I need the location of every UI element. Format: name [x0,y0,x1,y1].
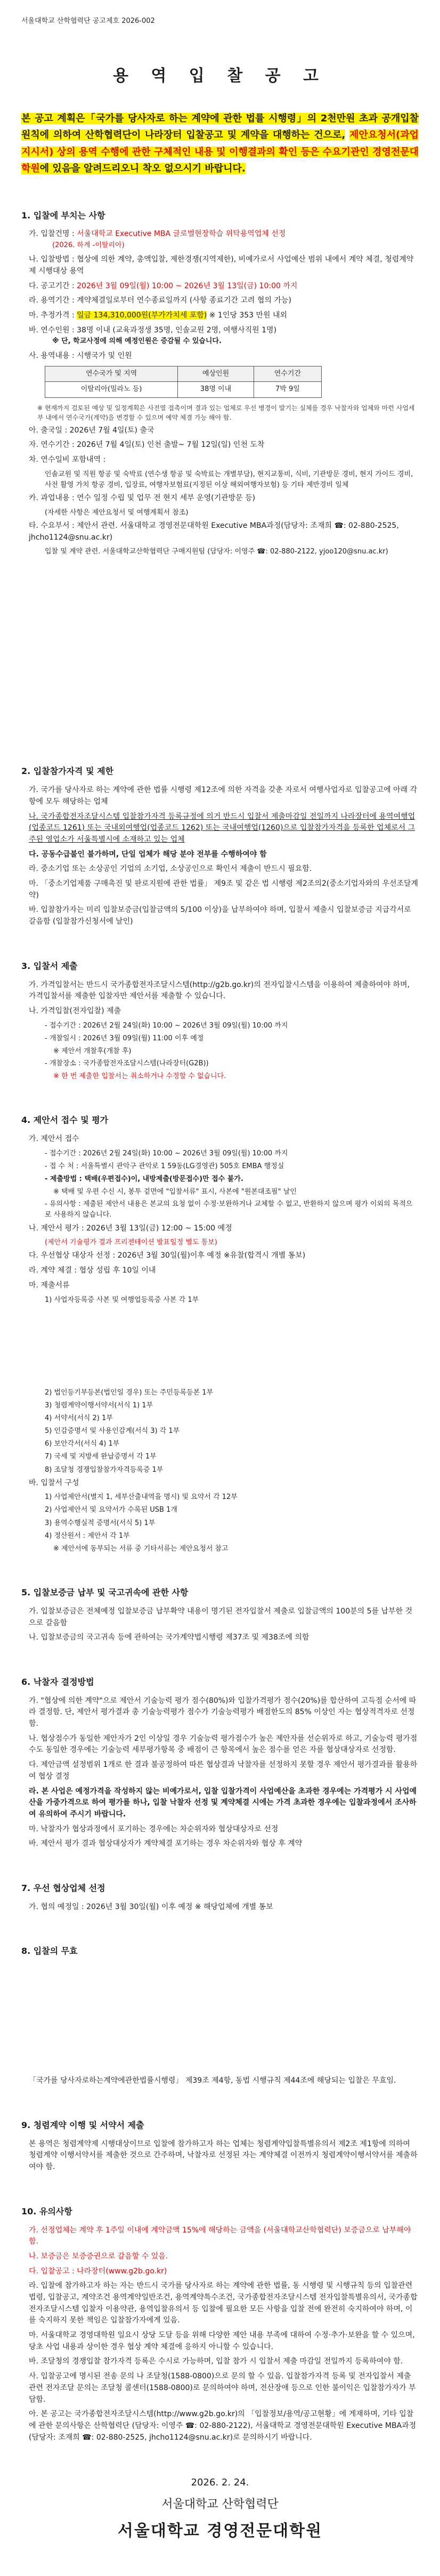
integrity-text: 본 용역은 청렴계약제 시행대상이므로 입찰에 참가하고자 하는 업체는 청렴계약입찰특별유의서 제2조 제1항에 의하여 청렴계약 이행서약서를 제출한 것으로 간주하며, 낙찰자로 선정된 자는 계약체결 이전까지 청렴계약이행서약서를 제출하여야 함. [29,2139,418,2172]
item-value: 일금 134,310,000원(부가가치세 포함) [77,311,207,320]
doc-line: 3) 용역수행실적 증명서(서식 5) 1부 [45,1519,156,1527]
item-label: 타. 수요부서 : [29,521,77,530]
proposal-line: - 접 수 처 : 서울특별시 관악구 관악로 1 59동(LG경영관) 505호 EMBA 행정실 [45,1162,284,1170]
table-cell: 7박 9일 [254,382,321,397]
bid-item [29,281,419,292]
bid-item-continued: 입찰 및 계약 관련. 서울대학교산학협력단 구매지원팀 (담당자: 이영주 ☎: 02-880-2122, yjoo120@snu.ac.kr) [45,548,388,556]
award-line: 라. 본 사업은 예정가격을 작성하지 않는 비예가로서, 입찰 입찰가격이 사업예산을 초과한 경우에는 가격평가 시 사업예산을 가중가격으로 하여 평가를 하나, 입찰 낙찰자 선정 및 계약체결 시에는 가격 초과한 경우에는 입찰과정에서 조사하여 유의하여 주시기 바랍니다. [29,1787,417,1819]
doc-line: 2) 사업제안서 및 요약서가 수록된 USB 1개 [45,1506,177,1514]
inclusion-text: 인솔교원 및 직원 항공 및 숙박료 (연수생 항공 및 숙박료는 개별부담), 현지교통비, 식비, 기관방문 경비, 현지 가이드 경비, 사전 활영 가치 항공 경비, 입장료, 여행자보험료(지정된 이상 해외여행자보험) 등 기타 제반경비 일체 [45,470,413,489]
table-header: 예상인원 [178,366,254,382]
award-line: 바. 제안서 평가 결과 협상대상자가 계약체결 포기하는 경우 차순위자와 협상 후 계약 [29,1839,303,1848]
doc-line: 3) 청렴계약이행서약서(서식 1) 1부 [45,1401,153,1409]
proposal-line: (제안서 기술평가 결과 프리젠테이션 발표일정 별도 통보) [45,1238,217,1247]
item-label: 아. 출국일 : [29,426,70,435]
note-item: 가. 선정업체는 계약 후 1주일 이내에 계약금액 15%에 해당하는 금액을 (서울대학교산학협력단) 보증금으로 납부해야 함. [29,2226,411,2246]
bid-item [29,425,419,437]
item-value: 협상에 의한 계약, 총액입찰, 제한경쟁(지역제한), 비예가로서 사업예산 범위 내에서 계약 체결, 청렴계약제 시행대상 용역 [29,255,414,275]
note-item: 마. 서울대학교 경영대학원 일요시 상당 도달 등을 위해 다양한 제안 내용 부족에 대하여 수정·추가·보완을 할 수 있으며, 당초 사업 내용과 상이한 경우 협상 계약 체결에 응하지 아니할 수 있습니다. [29,2331,415,2351]
table-note: ※ 현재까지 검토된 예상 및 일정계획은 사전열 접촉이며 결과 있는 업체로 우선 병경이 발기는 실체를 경우 낙찰자와 업체와 마련 사업세부 내에서 연수국가(계약)을 변경할 수 있으며 예약 체결 가능 해야 함. [37,404,415,422]
doc-line: 7) 국세 및 지방세 완납증명서 각 1부 [45,1453,157,1461]
section-integrity [21,2119,419,2173]
intro-tail-text: 에 있음을 알려드리오니 착오 없으시기 바랍니다. [39,163,246,175]
intro-red-text: 제안요청서(과업지시서) 상의 용역 수행에 관한 구체적인 내용 및 이행결과의 확인 등은 수요기관인 경영전문대학원 [21,129,419,175]
item-tail: ※ 1인당 353 만원 내외 [207,311,288,320]
section-invalid [21,1945,419,1958]
footer-name: 서울대학교 경영전문대학원 [117,2522,323,2541]
section-title: 2. 입찰참가자격 및 제한 [21,766,114,777]
bid-item [29,310,419,322]
item-label: 사. 용역내용 : [29,351,77,360]
item-value: 제안서 관련. 서울대학교 경영전문대학원 Executive MBA과정(담당자: 조재희 ☎: 02-880-2525, jhcho1124@snu.ac.kr) [29,521,399,542]
section-proposal [21,1114,419,1554]
item-label: 차. 연수일비 포함내역 : [29,455,106,464]
submission-item: 가. 가격입찰서는 반드시 국가종합전자조달시스템(http://g2b.go.kr)의 전자입찰시스템을 이용하여 제출하여야 하며, 가격입찰서를 제출한 입찰자만 제안서를 제출할 수 있습니다. [29,980,410,1001]
bid-item [29,520,419,543]
item-label: 다. 공고기간 : [29,281,77,290]
proposal-line: - 접수기간 : 2026년 2월 24일(화) 10:00 ~ 2026년 3월 09일(월) 10:00 까지 [45,1149,288,1157]
eligibility-item: 가. 국가를 당사자로 하는 계약에 관한 법률 시행령 제12조에 의한 자격을 갖춘 자로서 여행사업자로 입찰공고에 아래 각 항에 모두 해당하는 업체 [29,786,418,806]
award-line: 가. "협상에 의한 계약"으로 제안서 기술능력 평가 점수(80%)와 입찰가격평가 점수(20%)를 합산하여 고득점 순서에 따라 결정함. 단, 제안서 평가결과 총 기술능력평가 점수가 기술능력평가 배점한도의 85% 이상인 자는 협상적격자로 선정함. [29,1696,417,1729]
bid-item [29,325,419,347]
eligibility-item: 다. 공동수급불인 불가하며, 단일 업체가 해당 분야 전부를 수행하여야 함 [29,850,267,859]
award-line: 나. 협상점수가 동일한 제안자가 2인 이상일 경우 기술능력 평가점수가 높은 제안자를 선순위자로 하고, 기술능력 평가점수도 동일한 경우에는 기술능력 세부평가항목 중 배점이 큰 항목에서 높은 점수를 얻은 자를 협상대상자로 선정함. [29,1734,418,1755]
note-item: 나. 보증금은 보증증권으로 갈음할 수 있음. [29,2252,168,2261]
bid-item [29,229,419,251]
section-title: 10. 유의사항 [21,2206,72,2216]
section-title: 8. 입찰의 무효 [21,1946,78,1957]
item-label: 가. 입찰건명 : [29,230,77,239]
proposal-line: 가. 제안서 접수 [29,1135,79,1144]
document-title: 용 역 입 찰 공 고 [112,67,328,86]
negotiation-line: 가. 협의 예정일 : 2026년 3월 30일(월) 이후 예정 ※ 해당업체에 개별 통보 [29,1902,273,1911]
item-value: 2026년 7월 4일(토) 인천 출발~ 7월 12일(일) 인천 도착 [77,441,265,450]
section-title: 3. 입찰서 제출 [21,960,78,971]
doc-line: 8) 조달청 경쟁입찰참가자격등록증 1부 [45,1465,164,1474]
invalid-text: 「국가를 당사자로하는계약에관한법률시행령」 제39조 제4항, 동법 시행규칙 제44조에 해당되는 입찰은 무효임. [29,2076,396,2085]
submission-sub: - 개찰일시 : 2026년 3월 09일(월) 11:00 이후 예정 [45,1034,204,1042]
proposal-line: - 유의사항 : 제출된 제안서 내용은 본교의 요청 없이 수정·보완하거나 교체할 수 없고, 반환하지 않으며 평가 이외의 목적으로 사용하지 않습니다. [45,1200,413,1219]
eligibility-item: 바. 입찰참가자는 미리 입찰보증금(입찰금액의 5/100 이상)을 납부하여야 하며, 입찰서 제출시 입찰보증금 지급각서로 갈음함 (입찰참가신청서에 날인) [29,906,411,926]
item-label: 마. 추정가격 : [29,311,77,320]
item-value: 2026년 3월 09일(월) 10:00 ~ 2026년 3월 13일(금) 10:00 까지 [77,281,298,290]
item-label: 나. 입찰방법 : [29,255,77,264]
item-value: 계약체결일로부터 연수종료일까지 (사항 종료기간 고려 협의 가능) [77,296,291,305]
section-title: 9. 청렴계약 이행 및 서약서 제출 [21,2120,144,2130]
bid-item [29,295,419,307]
proposal-line: 다. 우선협상 대상자 선정 : 2026년 3월 30일(월)이후 예정 ※유찰(합격시 개별 통보) [29,1251,306,1260]
submission-item: 나. 가격입찰(전자입찰) 제출 [29,1006,121,1015]
intro-paragraph [21,110,419,177]
item-label: 라. 용역기간 : [29,296,77,305]
footer-date: 2026. 2. 24. [191,2477,249,2489]
item-sub: ※ 단, 학교사정에 의해 예정인원은 증감될 수 있습니다. [52,337,222,346]
doc-line: 4) 서약서(서식 2) 1부 [45,1414,113,1422]
deposit-line: 나. 입찰보증금의 국고귀속 등에 관하여는 국가계약법시행령 제37조 및 제38조에 의함 [29,1633,309,1642]
bid-item [29,254,419,277]
training-table [45,366,322,397]
section-eligibility [21,765,419,927]
doc-line: 바. 입찰서 구성 [29,1478,79,1487]
table-cell: 38명 이내 [178,382,254,397]
section-title: 1. 입찰에 부치는 사항 [21,210,105,221]
bid-item [29,350,419,362]
proposal-line: 나. 제안서 평가 : 2026년 3월 13일(금) 12:00 ~ 15:00 예정 [29,1224,232,1233]
note-item: 아. 본 공고는 국가종합전자조달시스템(http://www.g2b.go.kr)의 「입찰정보/용역/공고현황」에 게재하며, 기타 입찰에 관한 문의사항은 산학협력단 (담당자: 이영주 ☎: 02-880-2122), 서울대학교 경영전문대학원 Executive MBA과정(담당자: 조재희 ☎: 02-880-2525, jhcho1124@snu.ac.kr)로 문의하시기 바랍니다. [29,2410,417,2442]
eligibility-item: 라. 중소기업 또는 소상공인 기업의 소기업, 소상공인으로 확인서 제출이 반드시 필요함. [29,865,312,874]
bid-item-continued: (자세한 사항은 제안요청서 및 여행계획서 참조) [45,508,189,517]
award-line: 다. 제안금액 설정범위 1개로 한 결과 불공정하여 따른 협상결과 낙찰자를 선정하지 못할 경우 제안서 평가결과를 활용하여 협상 결정 [29,1760,418,1781]
table-row [45,382,322,397]
table-header: 연수국가 및 지역 [45,366,178,382]
proposal-line: - 제출방법 : 택배(우편접수)이, 내방제출(방문접수)만 접수 불가. [45,1175,243,1184]
doc-line: 5) 인감증명서 및 사용인감계(서식 3) 각 1부 [45,1427,180,1436]
item-label: 자. 연수기간 : [29,441,77,450]
item-sub: (2026. 하계 -이탈리아) [52,241,125,250]
eligibility-item: 나. 국가종합전자조달시스템 입찰참가자격 등록규정에 의거 반드시 입찰서 제출마감일 전일까지 나라장터에 용역여행업(업종코드 1261) 또는 국내외여행업(업종코드 1262) 또는 국내여행업(1260)으로 입찰참가자격을 등록한 업체로서 그 주된 영업소가 서울특별시에 소재하고 있는 업체 [29,812,415,844]
section-title: 7. 우선 협상업체 선정 [21,1882,105,1893]
item-value: 연수 일정 수립 및 업무 전 현지 세부 운영(기관방문 등) [77,494,256,503]
doc-line: 2) 법인등기부등본(법인일 경우) 또는 주민등록등본 1부 [45,1388,214,1397]
bid-item [29,493,419,504]
section-negotiation [21,1882,419,1913]
intro-text: 본 공고 계획은「국가를 당사자로 하는 계약에 관한 법률 시행령」의 2천만원 초과 공개입찰 원칙에 의하여 산학협력단이 나라장터 입찰공고 및 계약을 대행하는 건으로, [21,112,419,141]
item-label: 카. 과업내용 : [29,494,77,503]
section-title: 5. 입찰보증금 납부 및 국고귀속에 관한 사항 [21,1587,189,1598]
doc-line: 6) 보안각서(서식 4) 1부 [45,1440,120,1448]
submission-sub: - 개찰장소 : 국가종합전자조달시스템(나라장터(G2B)) [45,1059,209,1068]
proposal-line: ※ 택배 및 우편 수신 시, 봉투 겉면에 "입찰서류" 표시, 사본에 "원본대조필" 날인 [53,1188,297,1196]
section-bid-submission [21,960,419,1082]
submission-sub: - 접수기간 : 2026년 2월 24일(화) 10:00 ~ 2026년 3월 09일(월) 10:00 까지 [45,1021,288,1030]
item-value: 38명 이내 (교육과정생 35명, 인솔교원 2명, 여행사직원 1명) [77,325,277,335]
note-item: 다. 입찰공고 : 나라장터(www.g2b.go.kr) [29,2267,167,2276]
proposal-line: 라. 계약 체결 : 협상 성립 후 10일 이내 [29,1266,156,1275]
submission-sub: ※ 한 번 제출한 입찰서는 취소하거나 수정할 수 없습니다. [53,1072,226,1081]
item-value: 2026년 7월 4일(토) 출국 [69,426,154,435]
doc-line: 4) 정산원서 : 제안서 각 1부 [45,1531,130,1540]
section-bid-items [21,209,419,558]
section-notes [21,2205,419,2443]
item-label: 바. 연수인원 : [29,325,77,335]
section-title: 6. 낙찰자 결정방법 [21,1676,94,1687]
note-item: 바. 조달청의 경쟁입찰 참가자격 등록은 수시로 가능하며, 입찰 참가 시 입찰서 제출 마감일 전일까지 등록하여야 함. [29,2357,403,2366]
award-line: 마. 낙찰자가 협상과정에서 포기하는 경우에는 차순위자와 협상대상자로 선정 [29,1824,279,1833]
note-item: 사. 입찰공고에 명시된 전송 문의 나 조달청(1588-0800)으로 문의 할 수 있음. 입찰참가자격 등록 및 전자입찰서 제출 관련 전자조달 문의는 조달청 콜센터(1588-0800)로 문의하여야 하며, 전산장애 등으로 인한 불이익은 입찰참가자가 부담함. [29,2372,416,2404]
item-value: 시행국가 및 인원 [77,351,132,360]
footer-org: 서울대학교 산학협력단 [161,2498,279,2512]
submission-sub: ※ 제안서 개찰후(개찰 후) [53,1047,132,1055]
doc-line: 1) 사업제안서(별지 1, 세부산출내역을 명시) 및 요약서 각 12부 [45,1493,238,1502]
section-deposit [21,1586,419,1644]
bid-item [29,439,419,451]
table-cell: 이탈리아(밀라노 등) [45,382,178,397]
bid-item [29,454,419,466]
doc-line: 1) 사업자등록증 사본 및 여행업등록증 사본 각 1부 [45,1295,199,1304]
notice-number: 서울대학교 산학협력단 공고제호 2026-002 [21,17,155,25]
section-title: 4. 제안서 접수 및 평가 [21,1115,109,1126]
section-award [21,1676,419,1850]
deposit-line: 가. 입찰보증금은 전체예정 입찰보증금 납부확약 내용이 명기된 전자입찰서 제출로 입찰금액의 100분의 5를 납부한 것으로 갈음함 [29,1607,413,1627]
note-item: 라. 입찰에 참가하고자 하는 자는 반드시 국가를 당사자로 하는 계약에 관한 법률, 동 시행령 및 시행규칙 등의 입찰관련 법령, 입찰공고, 계약조건 용역계약일반조건, 용역계약특수조건, 국가종합전자조달시스템 전자입찰특별유의서, 국가종합전자조달시스템 입찰자 이용약관, 용역입찰유의서 등 입찰에 필요한 모든 사항을 입찰 전에 완전히 숙지하여야 하며, 이를 숙지하지 못한 책임은 입찰참가자에게 있음. [29,2281,418,2325]
doc-line: ※ 제안서에 동부되는 서류 중 기타서류는 제안요청서 참고 [53,1544,229,1553]
table-header: 연수기간 [254,366,321,382]
proposal-line: 마. 제출서류 [29,1281,70,1290]
item-value: 서울대학교 Executive MBA 글로벌현장학습 위탁용역업체 선정 [77,230,286,239]
eligibility-item: 마. 「중소기업제품 구매촉진 및 판로지원에 관한 법률」 제9조 및 같은 법 시행령 제2조의2(중소기업자와의 우선조달계약) [29,879,419,900]
